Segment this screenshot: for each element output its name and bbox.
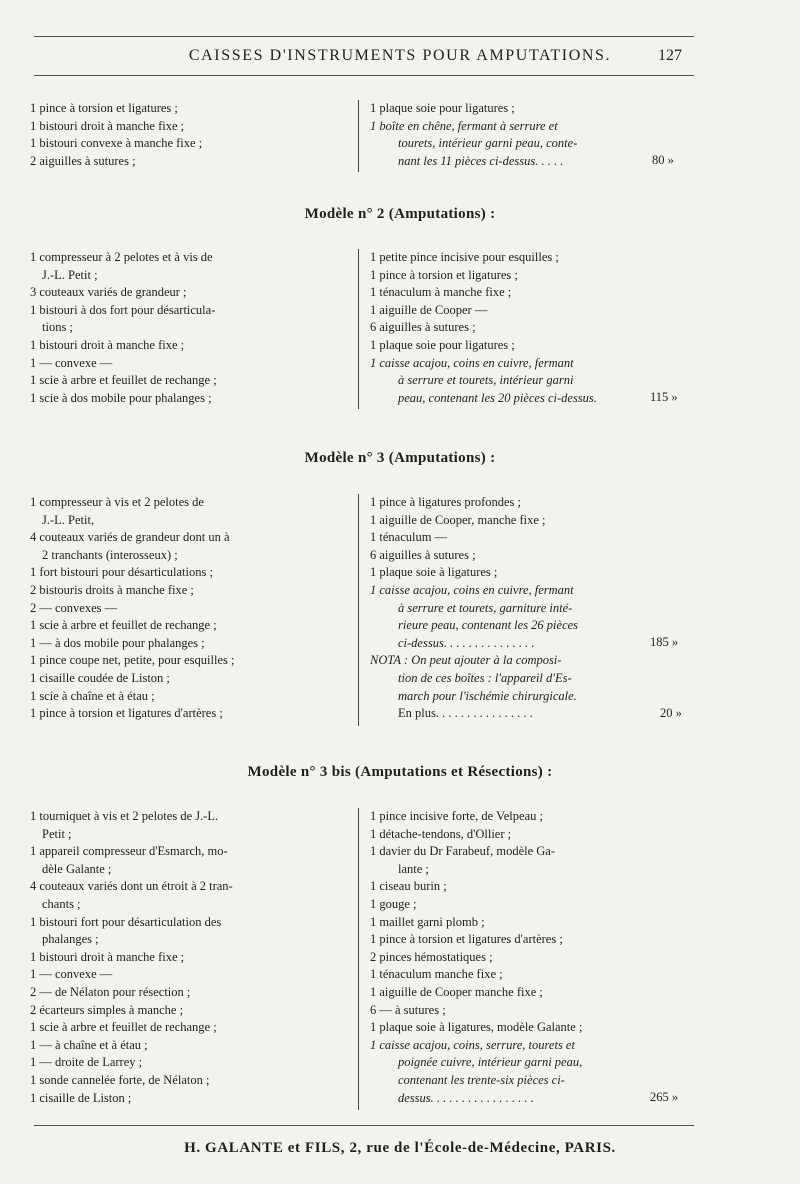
list-item: 1 davier du Dr Farabeuf, modèle Ga- [370, 844, 555, 859]
list-item: 1 aiguille de Cooper manche fixe ; [370, 984, 543, 999]
list-item: 1 boîte en chêne, fermant à serrure et [370, 118, 558, 133]
list-item: 1 bistouri droit à manche fixe ; [30, 337, 185, 352]
column-divider [358, 808, 359, 1110]
list-item: 1 — à chaîne et à étau ; [30, 1037, 148, 1052]
list-item: 1 caisse acajou, coins en cuivre, fermant [370, 582, 574, 597]
column-divider [358, 249, 359, 409]
list-item: chants ; [42, 896, 81, 911]
list-item: 1 — à dos mobile pour phalanges ; [30, 635, 205, 650]
list-item: 1 détache-tendons, d'Ollier ; [370, 826, 512, 841]
list-item: 4 couteaux variés dont un étroit à 2 tran- [30, 879, 233, 894]
list-item: 1 — convexe — [30, 355, 113, 370]
list-item: poignée cuivre, intérieur garni peau, [398, 1055, 583, 1070]
list-item: 1 caisse acajou, coins, serrure, tourets et [370, 1037, 575, 1052]
list-item: 1 pince à ligatures profondes ; [370, 495, 521, 509]
list-item: 1 sonde cannelée forte, de Nélaton ; [30, 1072, 210, 1087]
list-item: ci-dessus. . . . . . . . . . . . . . . [398, 635, 535, 650]
list-item: 2 — de Nélaton pour résection ; [30, 984, 191, 999]
list-item: nant les 11 pièces ci-dessus. . . . . [398, 153, 564, 168]
list-item: 1 ténaculum — [370, 530, 448, 545]
price: 185 » [650, 635, 679, 649]
list-item: 1 pince coupe net, petite, pour esquilles ; [30, 653, 235, 668]
list-item: 6 aiguilles à sutures ; [370, 320, 476, 335]
list-item: J.-L. Petit ; [42, 267, 98, 282]
list-item: phalanges ; [42, 932, 99, 947]
header-rule [34, 75, 694, 76]
list-item: 1 ciseau burin ; [370, 879, 447, 894]
price: 115 » [650, 390, 678, 404]
column-divider [358, 494, 359, 726]
list-item: 1 pince à torsion et ligatures d'artères ; [370, 932, 563, 947]
list-item: 2 aiguilles à sutures ; [30, 153, 136, 168]
list-item: contenant les trente-six pièces ci- [398, 1072, 565, 1087]
footer-rule [34, 1125, 694, 1126]
list-item: 1 scie à arbre et feuillet de rechange ; [30, 618, 217, 633]
list-item: 1 cisaille coudée de Liston ; [30, 670, 170, 685]
section-title: Modèle n° 3 (Amputations) : [304, 450, 496, 466]
list-item: 1 pince incisive forte, de Velpeau ; [370, 809, 543, 823]
price-extra: 20 » [660, 706, 682, 720]
list-item: J.-L. Petit, [42, 512, 95, 527]
list-item: 1 pince à torsion et ligatures ; [370, 267, 518, 282]
section-3-right-column [370, 808, 582, 1107]
list-item: 1 cisaille de Liston ; [30, 1090, 132, 1105]
list-item: tions ; [42, 320, 73, 335]
list-item: à serrure et tourets, garniture inté- [398, 600, 573, 615]
list-item: 1 bistouri droit à manche fixe ; [30, 949, 185, 964]
list-item: 1 bistouri fort pour désarticulation des [30, 914, 222, 929]
list-item: 1 compresseur à 2 pelotes et à vis de [30, 250, 213, 264]
list-item: 1 — droite de Larrey ; [30, 1055, 143, 1070]
list-item: 4 couteaux variés de grandeur dont un à [30, 530, 230, 545]
price: 80 » [652, 153, 674, 167]
list-item: 1 ténaculum manche fixe ; [370, 967, 503, 982]
list-item: peau, contenant les 20 pièces ci-dessus. [398, 390, 597, 405]
list-item: 1 plaque soie pour ligatures ; [370, 101, 515, 115]
list-item: 1 appareil compresseur d'Esmarch, mo- [30, 844, 228, 859]
list-item: 1 plaque soie pour ligatures ; [370, 337, 515, 352]
list-item: 1 pince à torsion et ligatures d'artères ; [30, 706, 223, 721]
list-item: 1 bistouri convexe à manche fixe ; [30, 136, 203, 151]
list-item: 1 pince à torsion et ligatures ; [30, 101, 178, 115]
list-item: 1 bistouri droit à manche fixe ; [30, 118, 185, 133]
top-rule [34, 36, 694, 37]
page-number: 127 [658, 47, 682, 64]
note-item: En plus. . . . . . . . . . . . . . . . [398, 706, 533, 721]
list-item: 1 gouge ; [370, 896, 417, 911]
page-header-title: CAISSES D'INSTRUMENTS POUR AMPUTATIONS. [188, 47, 612, 64]
section-1-left-column [30, 249, 217, 407]
note-item: NOTA : On peut ajouter à la composi- [370, 653, 562, 668]
list-item: 1 plaque soie à ligatures ; [370, 565, 498, 580]
note-item: march pour l'ischémie chirurgicale. [398, 688, 577, 703]
note-item: tion de ces boîtes : l'appareil d'Es- [398, 670, 572, 685]
list-item: dessus. . . . . . . . . . . . . . . . . [398, 1090, 534, 1105]
list-item: 1 scie à dos mobile pour phalanges ; [30, 390, 212, 405]
section-2-left-column [30, 494, 234, 723]
column-divider [358, 100, 359, 172]
list-item: rieure peau, contenant les 26 pièces [398, 618, 579, 633]
list-item: 1 — convexe — [30, 967, 113, 982]
list-item: 6 — à sutures ; [370, 1002, 446, 1017]
list-item: 1 petite pince incisive pour esquilles ; [370, 250, 559, 264]
section-title: Modèle n° 3 bis (Amputations et Résections) : [247, 764, 553, 780]
section-0-left-column [30, 100, 202, 170]
list-item: 1 scie à arbre et feuillet de rechange ; [30, 373, 217, 388]
list-item: 1 compresseur à vis et 2 pelotes de [30, 495, 204, 509]
list-item: 2 tranchants (interosseux) ; [42, 547, 178, 562]
list-item: lante ; [398, 861, 429, 876]
section-title: Modèle n° 2 (Amputations) : [304, 206, 496, 222]
list-item: 1 aiguille de Cooper, manche fixe ; [370, 512, 546, 527]
list-item: 1 caisse acajou, coins en cuivre, fermant [370, 355, 574, 370]
price: 265 » [650, 1090, 679, 1104]
list-item: 1 tourniquet à vis et 2 pelotes de J.-L. [30, 809, 219, 823]
list-item: 1 maillet garni plomb ; [370, 914, 485, 929]
list-item: 1 plaque soie à ligatures, modèle Galante ; [370, 1020, 583, 1035]
list-item: 3 couteaux variés de grandeur ; [30, 285, 187, 300]
section-1-right-column [370, 249, 597, 407]
list-item: 2 écarteurs simples à manche ; [30, 1002, 184, 1017]
list-item: 1 aiguille de Cooper — [370, 302, 488, 317]
section-3-left-column [30, 808, 233, 1107]
list-item: 6 aiguilles à sutures ; [370, 547, 476, 562]
list-item: 1 fort bistouri pour désarticulations ; [30, 565, 213, 580]
list-item: dèle Galante ; [42, 861, 112, 876]
list-item: 1 scie à arbre et feuillet de rechange ; [30, 1020, 217, 1035]
list-item: 1 scie à chaîne et à étau ; [30, 688, 155, 703]
list-item: 2 bistouris droits à manche fixe ; [30, 582, 194, 597]
list-item: à serrure et tourets, intérieur garni [398, 373, 574, 388]
section-0-right-column [370, 100, 577, 170]
list-item: tourets, intérieur garni peau, conte- [398, 136, 578, 151]
list-item: 1 ténaculum à manche fixe ; [370, 285, 512, 300]
list-item: 2 — convexes — [30, 600, 118, 615]
list-item: 1 bistouri à dos fort pour désarticula- [30, 302, 216, 317]
section-2-right-column [370, 494, 578, 723]
list-item: 2 pinces hémostatiques ; [370, 949, 493, 964]
publisher-footer: H. GALANTE et FILS, 2, rue de l'École-de-Médecine, PARIS. [184, 1140, 616, 1156]
list-item: Petit ; [42, 826, 72, 841]
